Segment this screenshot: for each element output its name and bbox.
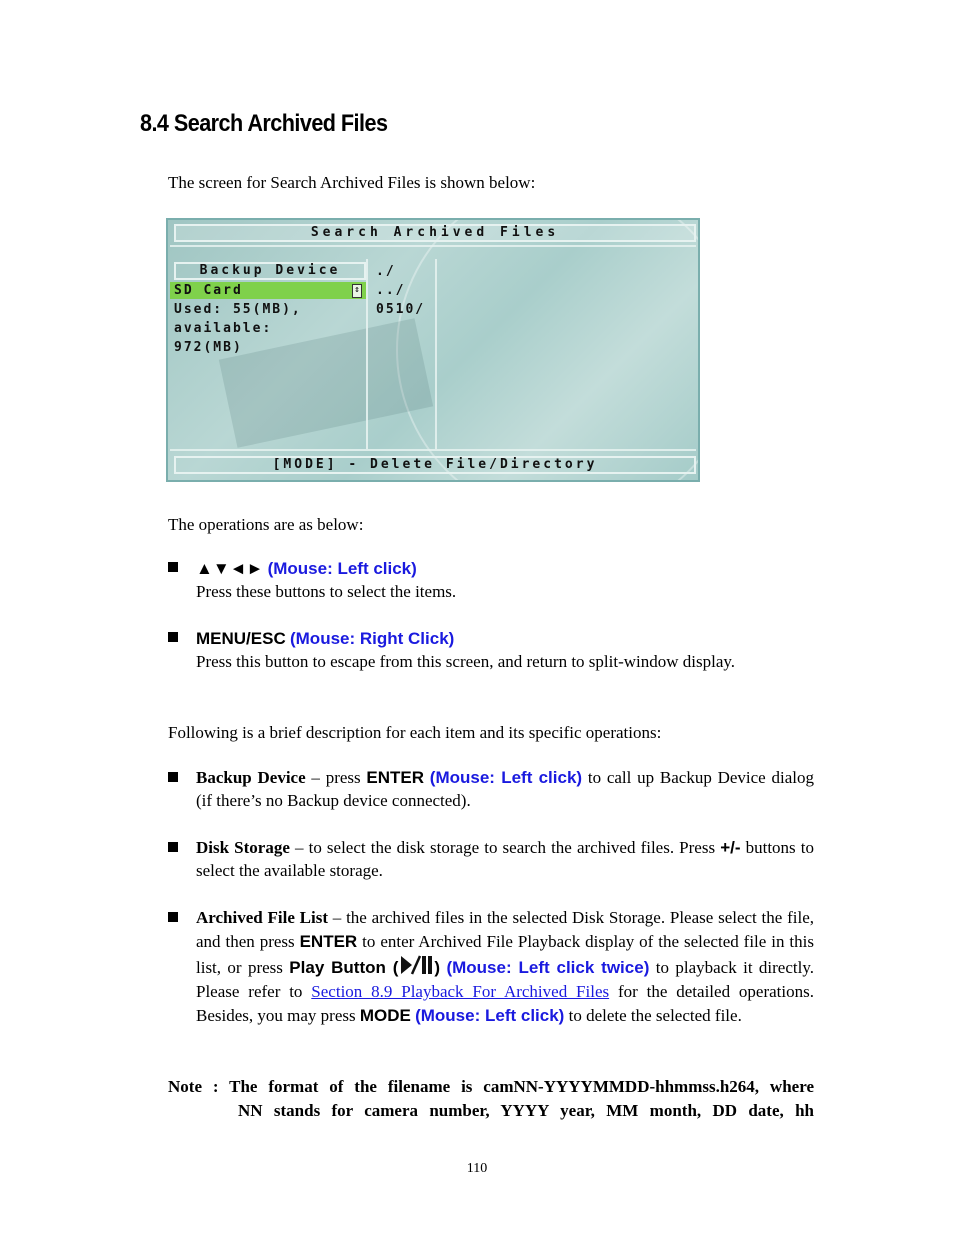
screen-capture xyxy=(166,218,700,482)
text: – the archived files in the selected Disk Storage. Please select the file, and then press xyxy=(196,908,815,951)
disk-storage-value: SD Card xyxy=(174,283,243,298)
text: to delete the selected file. xyxy=(564,1006,742,1025)
text: – to select the disk storage to search the archived files. Press xyxy=(289,838,721,857)
note-line-2: NN stands for camera number, YYYY year, MM month, DD date, hh xyxy=(238,1101,814,1120)
file-list-item[interactable]: ../ xyxy=(376,283,406,298)
available-value: 972(MB) xyxy=(174,340,243,355)
text: for the detailed operations. Besides, you may press xyxy=(196,982,814,1025)
key: MODE xyxy=(359,1006,411,1025)
screen-frame xyxy=(166,218,700,482)
key: ENTER xyxy=(299,932,358,951)
page-number: 110 xyxy=(466,1161,488,1176)
bullet-icon xyxy=(168,772,178,782)
text: – press xyxy=(305,768,367,787)
bullet-icon xyxy=(168,912,178,922)
play-pause-icon xyxy=(399,954,433,976)
file-list-item[interactable]: 0510/ xyxy=(376,302,426,317)
screen-title: Search Archived Files xyxy=(174,224,696,242)
text: to call up Backup Device dialog (if there’s no Backup device connected). xyxy=(196,768,814,810)
op-mouse: (Mouse: Left click) xyxy=(267,559,417,578)
op-key: MENU/ESC xyxy=(196,629,286,648)
bullet-icon xyxy=(168,632,178,642)
section-link[interactable]: Section 8.9 Playback For Archived Files xyxy=(311,982,610,1001)
item-archived-file-list xyxy=(196,906,814,1028)
mouse-hint: (Mouse: Left click) xyxy=(429,768,583,787)
text: to playback it directly. Please refer to xyxy=(196,958,814,1001)
items-intro: Following is a brief description for each item and its specific operations: xyxy=(168,723,662,742)
mouse-hint: (Mouse: Left click twice) xyxy=(446,958,650,977)
op-menu-esc xyxy=(196,627,814,673)
bullet-icon xyxy=(168,562,178,572)
item-disk-storage xyxy=(196,836,814,882)
mouse-hint: (Mouse: Left click) xyxy=(415,1006,565,1025)
used-space: Used: 55(MB), xyxy=(174,302,302,317)
key: ENTER xyxy=(366,768,425,787)
ops-intro: The operations are as below: xyxy=(168,515,364,534)
screen-footer: [MODE] - Delete File/Directory xyxy=(174,456,696,474)
op-desc: Press this button to escape from this screen, and return to split-window display. xyxy=(196,652,736,671)
op-mouse: (Mouse: Right Click) xyxy=(289,629,455,648)
op-arrows xyxy=(196,557,814,603)
term: Archived File List xyxy=(196,908,329,927)
term: Disk Storage xyxy=(196,838,290,857)
scroll-arrows-icon: ⇕ xyxy=(352,284,362,298)
key: ) xyxy=(434,958,441,977)
file-list-item[interactable]: ./ xyxy=(376,264,396,279)
section-heading: 8.4 Search Archived Files xyxy=(140,110,388,137)
intro-text: The screen for Search Archived Files is shown below: xyxy=(168,173,536,192)
item-backup-device xyxy=(196,766,814,812)
op-key: ▲▼◄► xyxy=(196,559,264,578)
text: buttons to select the available storage. xyxy=(196,838,814,880)
op-desc: Press these buttons to select the items. xyxy=(196,582,457,601)
note-line-1: Note : The format of the filename is camNN-YYYYMMDD-hhmmss.h264, where xyxy=(168,1077,814,1096)
available-label: available: xyxy=(174,321,273,336)
bullet-icon xyxy=(168,842,178,852)
text: to enter Archived File Playback display of the selected file in this list, or press xyxy=(196,932,814,977)
backup-device-button[interactable]: Backup Device xyxy=(174,262,366,280)
term: Backup Device xyxy=(196,768,306,787)
key: Play Button ( xyxy=(289,958,399,977)
key: +/- xyxy=(720,838,741,857)
